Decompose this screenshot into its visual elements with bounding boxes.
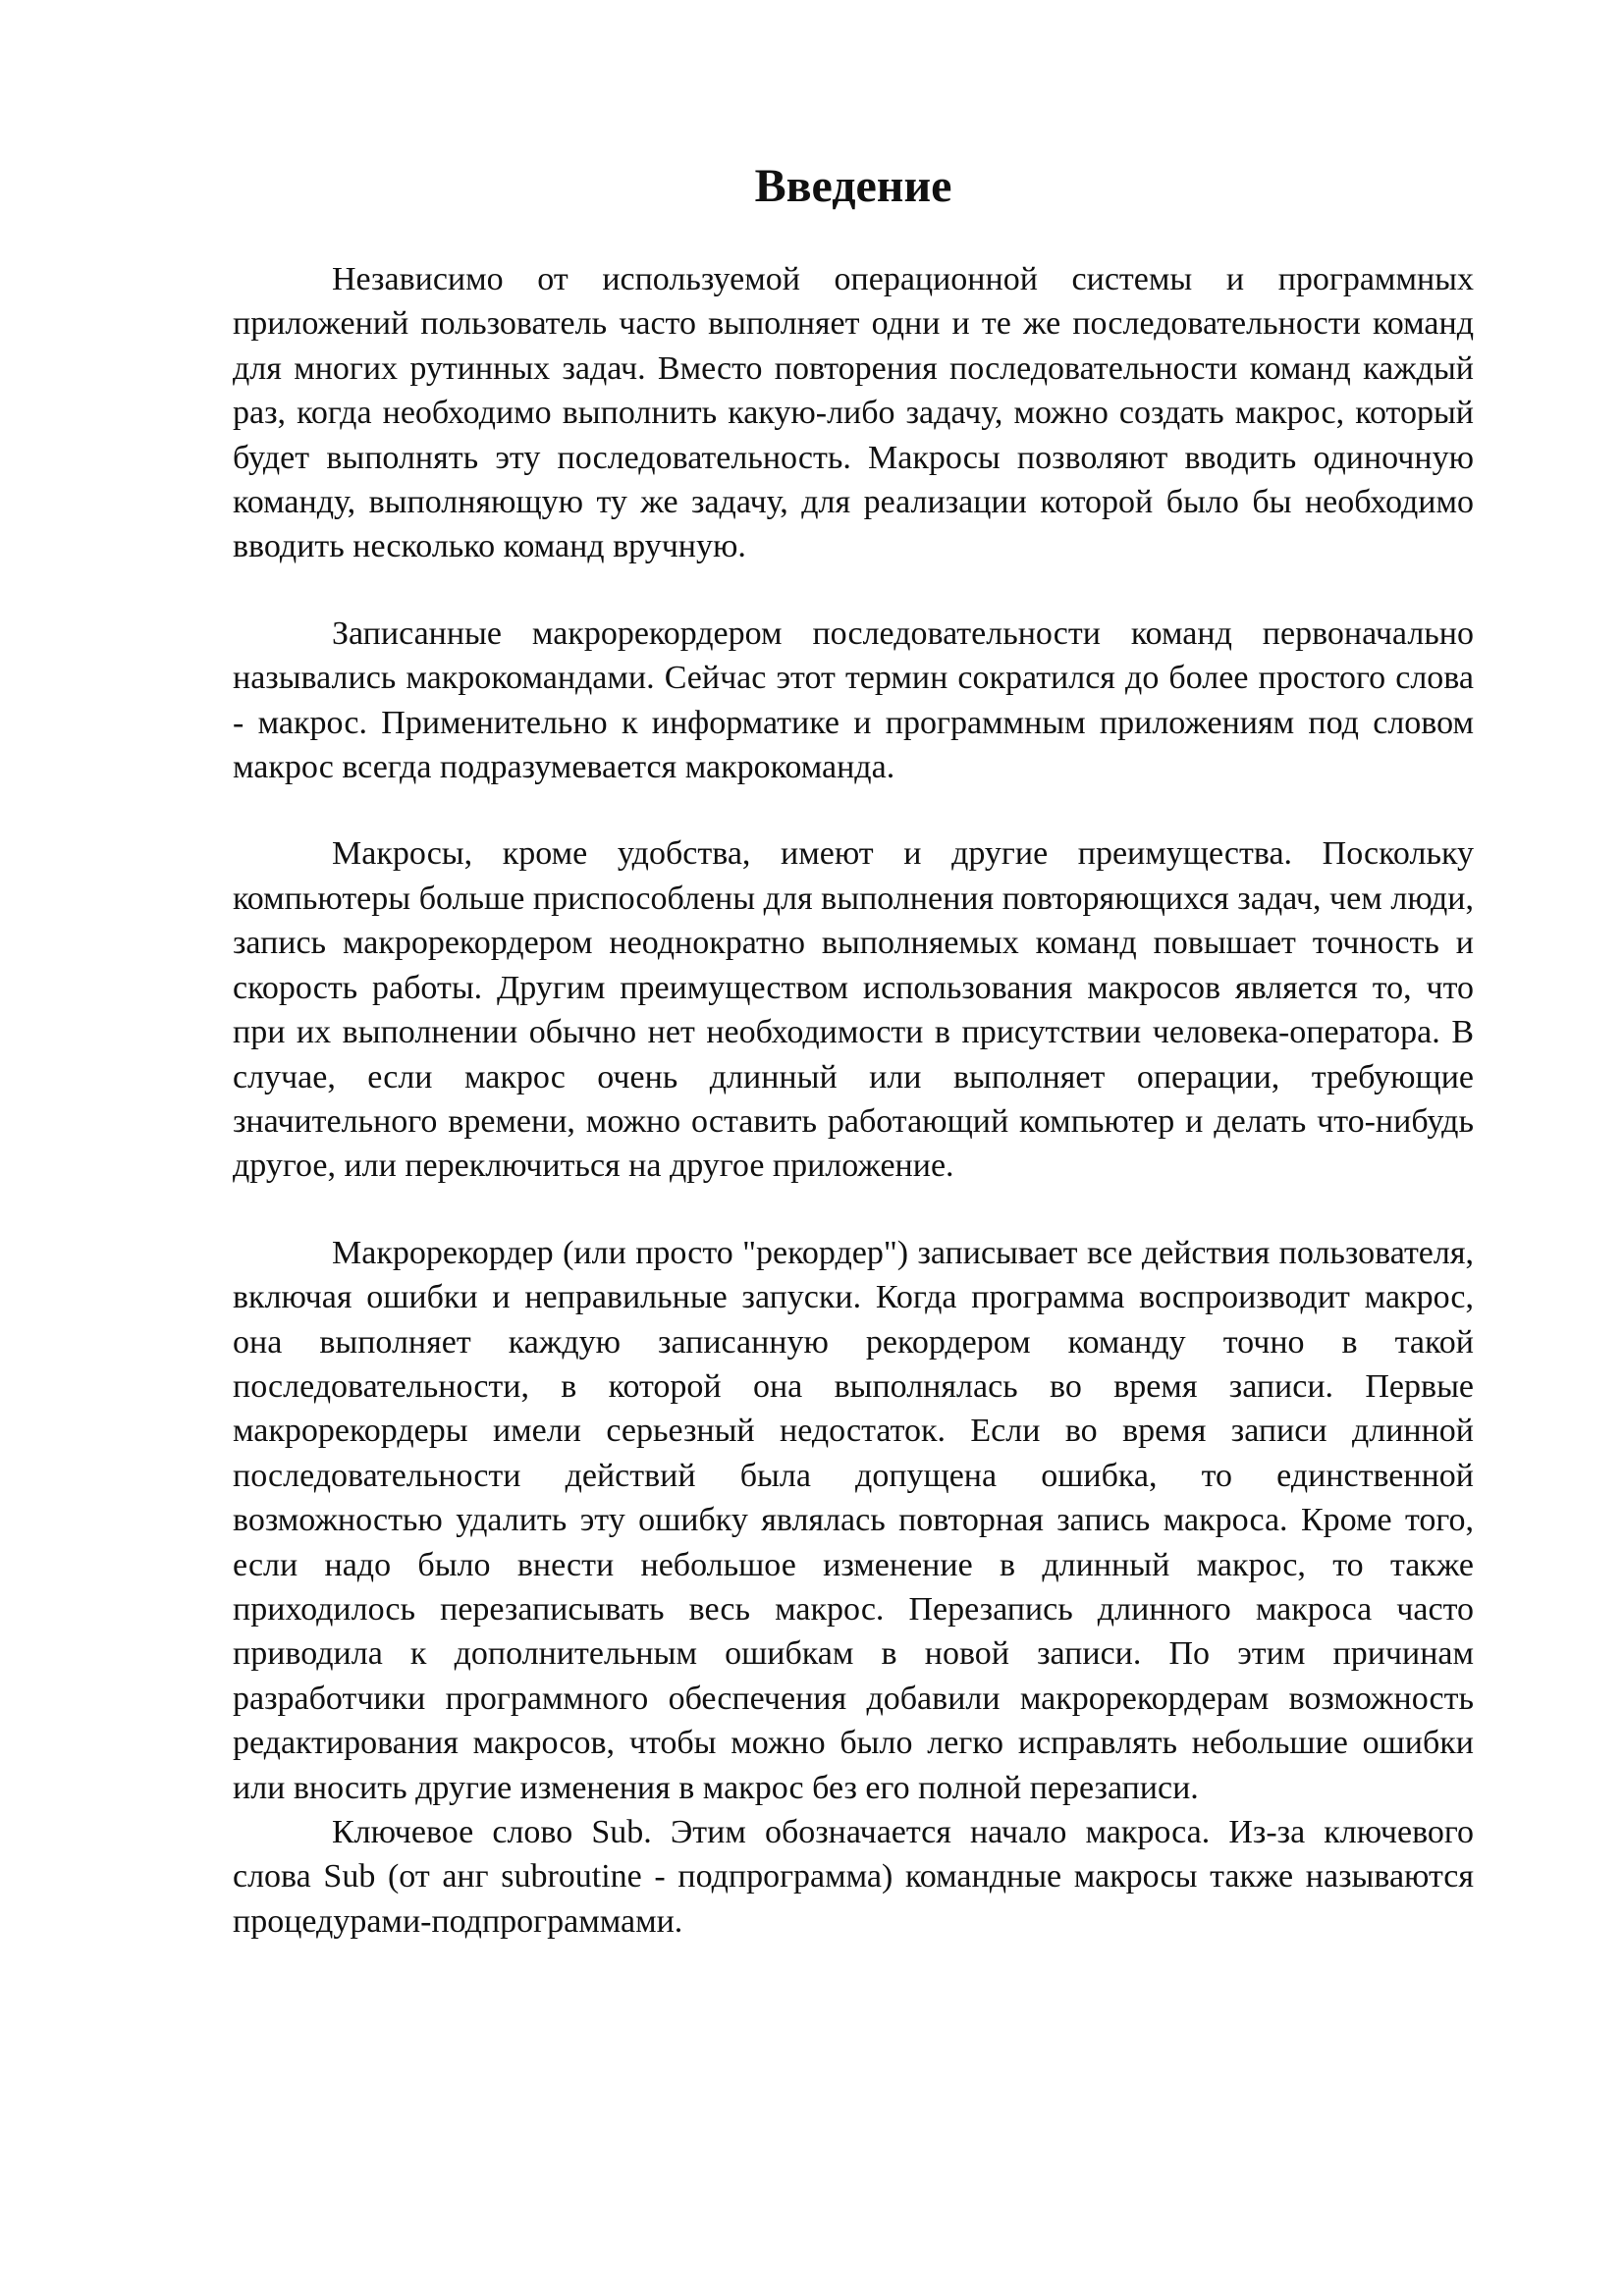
paragraph-1: Независимо от используемой операционной системы и программных приложений пользователь часто выполняет одни и те же последовательности команд для многих рутинных задач. Вместо повторения последовательности команд каждый раз, когда необходимо выполнить какую-либо задачу, можно создать макрос, который будет выполнять эту последовательность. Макросы позволяют вводить одиночную команду, выполняющую ту же задачу, для реализации которой было бы необходимо вводить несколько команд вручную. bbox=[233, 261, 1474, 565]
paragraph-5: Ключевое слово Sub. Этим обозначается начало макроса. Из-за ключевого слова Sub (от анг subroutine - подпрограмма) командные макросы также называются процедурами-подпрограммами. bbox=[233, 1814, 1474, 1940]
paragraph-3: Макросы, кроме удобства, имеют и другие преимущества. Поскольку компьютеры больше приспособлены для выполнения повторяющихся задач, чем люди, запись макрорекордером неоднократно выполняемых команд повышает точность и скорость работы. Другим преимуществом использования макросов является то, что при их выполнении обычно нет необходимости в присутствии человека-оператора. В случае, если макрос очень длинный или выполняет операции, требующие значительного времени, можно оставить работающий компьютер и делать что-нибудь другое, или переключиться на другое приложение. bbox=[233, 835, 1474, 1185]
paragraph-2: Записанные макрорекордером последовательности команд первоначально назывались макрокомандами. Сейчас этот термин сократился до более простого слова - макрос. Применительно к информатике и программным приложениям под словом макрос всегда подразумевается макрокоманда. bbox=[233, 614, 1474, 786]
page-title: Введение bbox=[754, 160, 952, 212]
paragraph-4: Макрорекордер (или просто "рекордер") записывает все действия пользователя, включая ошибки и неправильные запуски. Когда программа воспроизводит макрос, она выполняет каждую записанную рекордером команду точно в такой последовательности, в которой она выполнялась во время записи. Первые макрорекордеры имели серьезный недостаток. Если во время записи длинной последовательности действий была допущена ошибка, то единственной возможностью удалить эту ошибку являлась повторная запись макроса. Кроме того, если надо было внести небольшое изменение в длинный макрос, то также приходилось перезаписывать весь макрос. Перезапись длинного макроса часто приводила к дополнительным ошибкам в новой записи. По этим причинам разработчики программного обеспечения добавили макрорекордерам возможность редактирования макросов, чтобы можно было легко исправлять небольшие ошибки или вносить другие изменения в макрос без его полной перезаписи. bbox=[233, 1234, 1474, 1806]
document-body bbox=[233, 152, 1474, 1944]
